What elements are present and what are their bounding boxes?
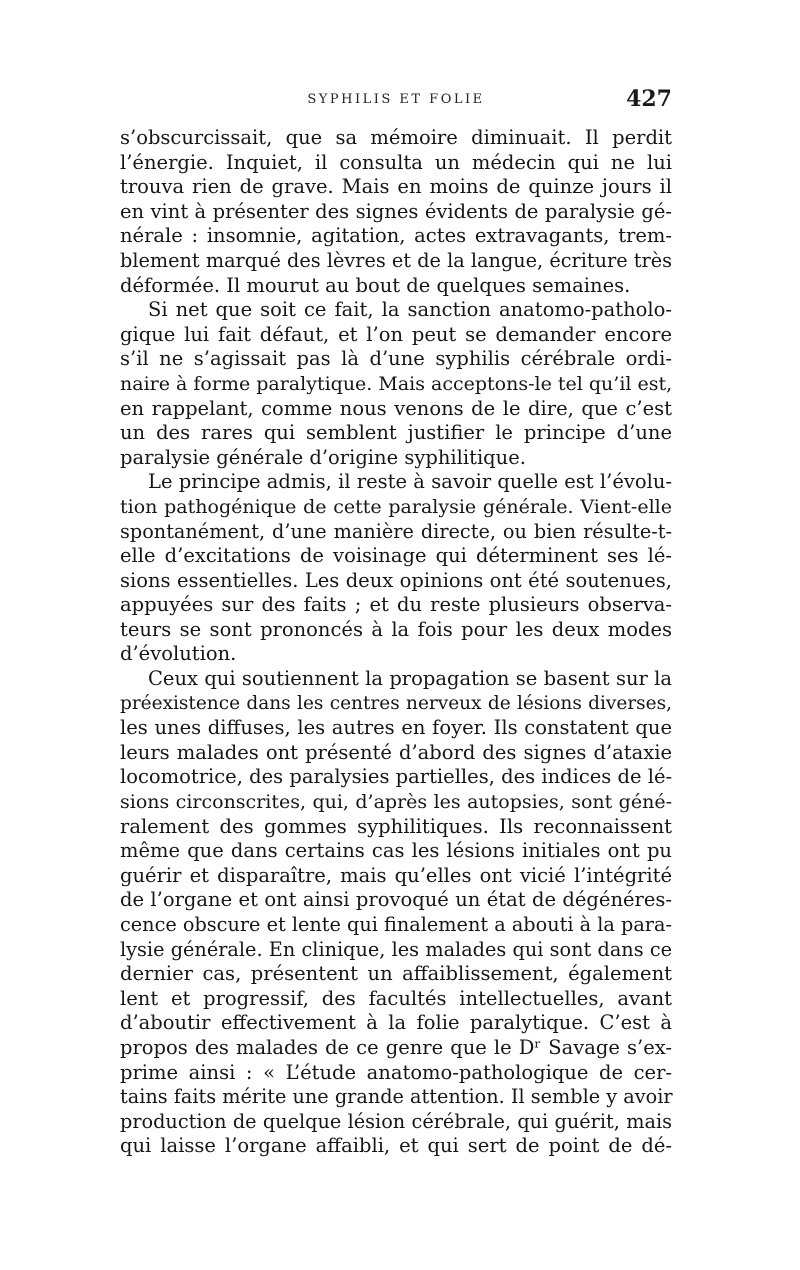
running-head xyxy=(120,86,672,118)
text-line: sions circonscrites, qui, d’après les autopsies, sont géné- xyxy=(120,791,672,814)
text-line: en rappelant, comme nous venons de le dire, que c’est xyxy=(120,396,672,420)
text-line: d’aboutir effectivement à la folie paralytique. C’est à xyxy=(120,1011,672,1035)
text-line: spontanément, d’une manière directe, ou bien résulte-t- xyxy=(120,519,672,543)
text-line: préexistence dans les centres nerveux de lésions diverses, xyxy=(120,692,672,714)
running-title: SYPHILIS ET FOLIE xyxy=(307,92,485,107)
body-text xyxy=(120,126,672,1159)
text-line: naire à forme paralytique. Mais acceptons-le tel qu’il est, xyxy=(120,372,673,395)
text-line: de l’organe et ont ainsi provoqué un état de dégénéres- xyxy=(120,888,672,912)
text-line: propos des malades de ce genre que le Dʳ Savage s’ex- xyxy=(120,1035,672,1059)
text-line: s’il ne s’agissait pas là d’une syphilis cérébrale ordi- xyxy=(120,347,672,371)
text-line: cence obscure et lente qui finalement a abouti à la para- xyxy=(120,913,672,936)
text-line: nérale : insomnie, agitation, actes extravagants, trem- xyxy=(120,224,672,248)
text-line: prime ainsi : « L’étude anatomo-pathologique de cer- xyxy=(120,1060,672,1084)
text-line: dernier cas, présentent un affaiblissement, également xyxy=(120,962,672,986)
text-line: production de quelque lésion cérébrale, qui guérit, mais xyxy=(120,1109,672,1133)
text-line: déformée. Il mourut au bout de quelques semaines. xyxy=(120,273,631,297)
text-line: un des rares qui semblent justifier le principe d’une xyxy=(120,421,672,445)
text-line: lent et progressif, des facultés intellectuelles, avant xyxy=(120,986,672,1010)
text-line: guérir et disparaître, mais qu’elles ont vicié l’intégrité xyxy=(120,863,672,887)
text-line: l’énergie. Inquiet, il consulta un médecin qui ne lui xyxy=(120,150,672,174)
text-line: s’obscurcissait, que sa mémoire diminuait. Il perdit xyxy=(120,126,672,149)
page-number: 427 xyxy=(626,86,672,112)
text-line: trouva rien de grave. Mais en moins de quinze jours il xyxy=(120,175,672,199)
text-line: paralysie générale d’origine syphilitique. xyxy=(120,445,526,469)
text-line: Si net que soit ce fait, la sanction anatomo-patholo- xyxy=(148,298,672,322)
text-line: tains faits mérite une grande attention. Il semble y avoir xyxy=(120,1085,673,1109)
text-line: les unes diffuses, les autres en foyer. Ils constatent que xyxy=(120,716,672,740)
text-line: Le principe admis, il reste à savoir quelle est l’évolu- xyxy=(148,470,672,494)
text-line: leurs malades ont présenté d’abord des signes d’ataxie xyxy=(120,740,672,764)
text-line: teurs se sont prononcés à la fois pour les deux modes xyxy=(120,617,672,641)
text-line: appuyées sur des faits ; et du reste plusieurs observa- xyxy=(120,593,672,617)
text-line: ralement des gommes syphilitiques. Ils reconnaissent xyxy=(120,814,672,838)
text-line: qui laisse l’organe affaibli, et qui sert de point de dé- xyxy=(120,1134,672,1158)
text-line: en vint à présenter des signes évidents de paralysie gé- xyxy=(120,199,672,223)
text-line: elle d’excitations de voisinage qui déterminent ses lé- xyxy=(120,544,672,568)
text-line: sions essentielles. Les deux opinions ont été soutenues, xyxy=(120,568,672,592)
text-line: blement marqué des lèvres et de la langue, écriture très xyxy=(120,248,672,272)
text-line: gique lui fait défaut, et l’on peut se demander encore xyxy=(120,322,672,346)
text-line: même que dans certains cas les lésions initiales ont pu xyxy=(120,839,672,863)
text-line: d’évolution. xyxy=(120,642,237,666)
text-line: locomotrice, des paralysies partielles, des indices de lé- xyxy=(120,765,673,789)
text-line: Ceux qui soutiennent la propagation se basent sur la xyxy=(148,667,672,691)
text-line: lysie générale. En clinique, les malades qui sont dans ce xyxy=(120,937,672,961)
text-line: tion pathogénique de cette paralysie générale. Vient-elle xyxy=(120,495,672,518)
